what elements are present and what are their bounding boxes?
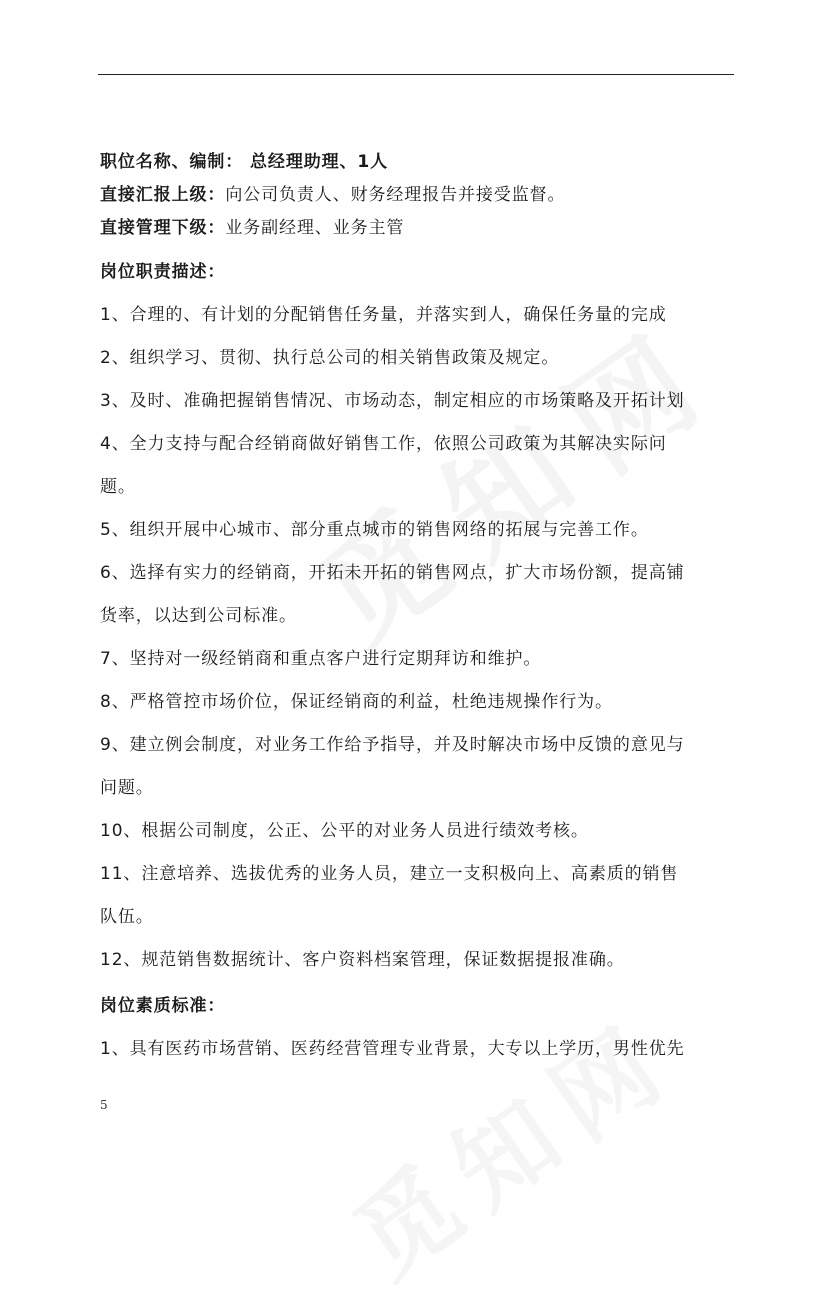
duties-heading: 岗位职责描述： xyxy=(100,262,226,282)
report-value: 向公司负责人、财务经理报告并接受监督。 xyxy=(225,185,566,205)
duty-line: 题。 xyxy=(100,477,136,497)
position-value: 总经理助理、1人 xyxy=(243,152,389,172)
duty-line: 11、注意培养、选拔优秀的业务人员，建立一支积极向上、高素质的销售 xyxy=(100,864,679,884)
duty-line: 10、根据公司制度，公正、公平的对业务人员进行绩效考核。 xyxy=(100,821,589,841)
page-number: 5 xyxy=(100,1098,108,1112)
manage-label: 直接管理下级： xyxy=(100,218,226,238)
header-rule xyxy=(98,74,734,75)
duty-line: 12、规范销售数据统计、客户资料档案管理，保证数据提报准确。 xyxy=(100,950,625,970)
qualifications-heading: 岗位素质标准： xyxy=(100,996,226,1016)
duty-line: 5、组织开展中心城市、部分重点城市的销售网络的拓展与完善工作。 xyxy=(100,520,649,540)
manage-line xyxy=(100,216,404,240)
duty-line: 2、组织学习、贯彻、执行总公司的相关销售政策及规定。 xyxy=(100,348,560,368)
duty-line: 3、及时、准确把握销售情况、市场动态，制定相应的市场策略及开拓计划 xyxy=(100,391,685,411)
position-label: 职位名称、编制： xyxy=(100,152,244,172)
duty-line: 8、严格管控市场价位，保证经销商的利益，杜绝违规操作行为。 xyxy=(100,692,613,712)
duty-line: 问题。 xyxy=(100,778,154,798)
manage-value: 业务副经理、业务主管 xyxy=(225,218,405,238)
duty-line: 货率，以达到公司标准。 xyxy=(100,606,297,626)
duty-line: 4、全力支持与配合经销商做好销售工作，依照公司政策为其解决实际问 xyxy=(100,434,667,454)
report-label: 直接汇报上级： xyxy=(100,185,226,205)
duty-line: 9、建立例会制度，对业务工作给予指导，并及时解决市场中反馈的意见与 xyxy=(100,735,685,755)
qualification-line: 1、具有医药市场营销、医药经营管理专业背景，大专以上学历，男性优先 xyxy=(100,1039,685,1059)
watermark-bottom xyxy=(321,980,698,1304)
duty-line: 1、合理的、有计划的分配销售任务量，并落实到人，确保任务量的完成 xyxy=(100,305,667,325)
watermark xyxy=(281,276,748,675)
report-line xyxy=(100,183,565,207)
position-line xyxy=(100,150,388,174)
duty-line: 队伍。 xyxy=(100,907,154,927)
duty-line: 7、坚持对一级经销商和重点客户进行定期拜访和维护。 xyxy=(100,649,542,669)
duty-line: 6、选择有实力的经销商，开拓未开拓的销售网点，扩大市场份额，提高铺 xyxy=(100,563,685,583)
